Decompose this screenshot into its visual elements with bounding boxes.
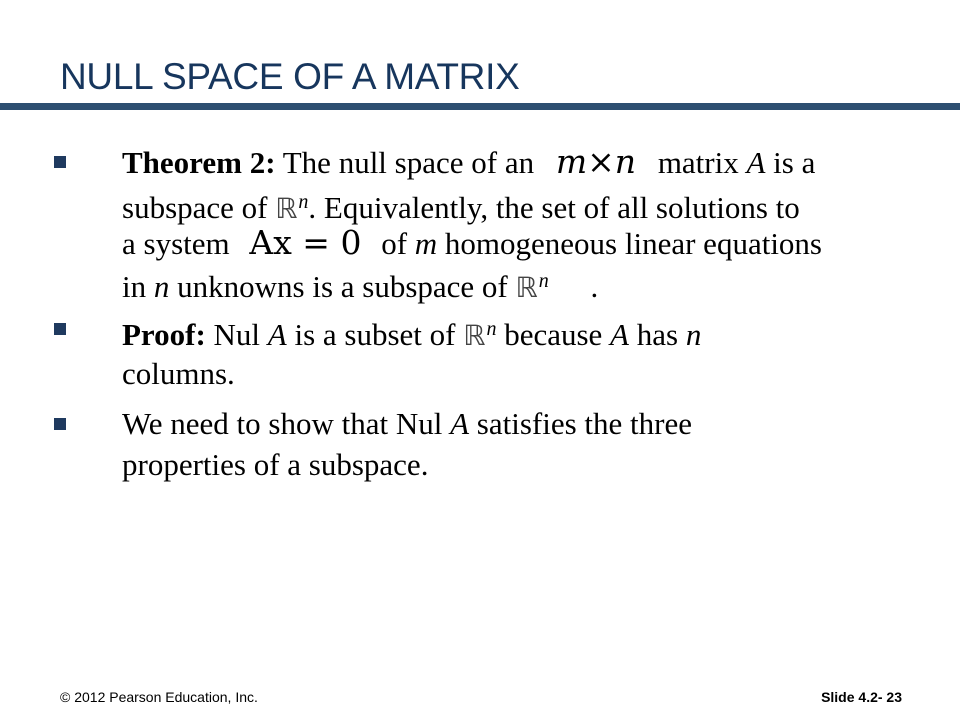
text: because [504, 317, 603, 352]
var-A: A [267, 317, 287, 352]
text: matrix [657, 145, 739, 180]
bullet-marker-2 [54, 323, 66, 335]
var-n: n [153, 269, 170, 304]
text: The null space of an [282, 145, 535, 180]
bullet-3-line-1 [122, 405, 692, 443]
text: is a [773, 145, 816, 180]
superscript-n: n [538, 270, 549, 292]
theorem-label: Theorem 2: [122, 145, 276, 180]
var-A: A [610, 317, 629, 352]
var-n: n [685, 317, 702, 352]
text: in [122, 269, 147, 304]
text: . Equivalently, the set of all solutions to [308, 190, 800, 225]
bullet-1-line-4 [122, 262, 598, 307]
text: . [590, 269, 599, 304]
text: a system [122, 226, 230, 261]
bullet-2-line-1 [122, 310, 701, 355]
text: subspace of [122, 190, 268, 225]
superscript-n: n [486, 318, 497, 340]
reals-symbol: ℝ [463, 319, 486, 352]
reals-symbol: ℝ [515, 271, 538, 304]
text: has [636, 317, 679, 352]
bullet-2-line-2 [122, 355, 235, 393]
text: satisfies the three [476, 406, 692, 441]
bullet-marker-1 [54, 156, 66, 168]
text: is a subset of [294, 317, 456, 352]
copyright: © 2012 Pearson Education, Inc. [60, 689, 258, 705]
title-underline [0, 103, 960, 110]
bullet-marker-3 [54, 418, 66, 430]
text: unknowns is a subspace of [177, 269, 508, 304]
bullet-1-line-2 [122, 183, 800, 228]
slide-number: Slide 4.2- 23 [821, 689, 902, 705]
var-A: A [746, 145, 766, 180]
math-m-times-n: m×n [555, 142, 637, 181]
var-m: m [414, 226, 438, 261]
proof-label: Proof: [122, 317, 206, 352]
bullet-1-line-1 [122, 143, 815, 182]
reals-symbol: ℝ [275, 192, 298, 225]
var-A: A [450, 406, 470, 441]
slide-title: NULL SPACE OF A MATRIX [60, 56, 520, 97]
text: homogeneous linear equations [444, 226, 822, 261]
text: Nul [213, 317, 261, 352]
superscript-n: n [298, 191, 309, 213]
text: of [381, 226, 408, 261]
bullet-1-line-3 [122, 224, 822, 263]
text: We need to show that Nul [122, 406, 443, 441]
equation-ax-0: Ax = 0 [249, 223, 362, 262]
text: properties of a subspace. [122, 447, 429, 482]
text: columns. [122, 356, 235, 391]
bullet-3-line-2 [122, 446, 428, 484]
